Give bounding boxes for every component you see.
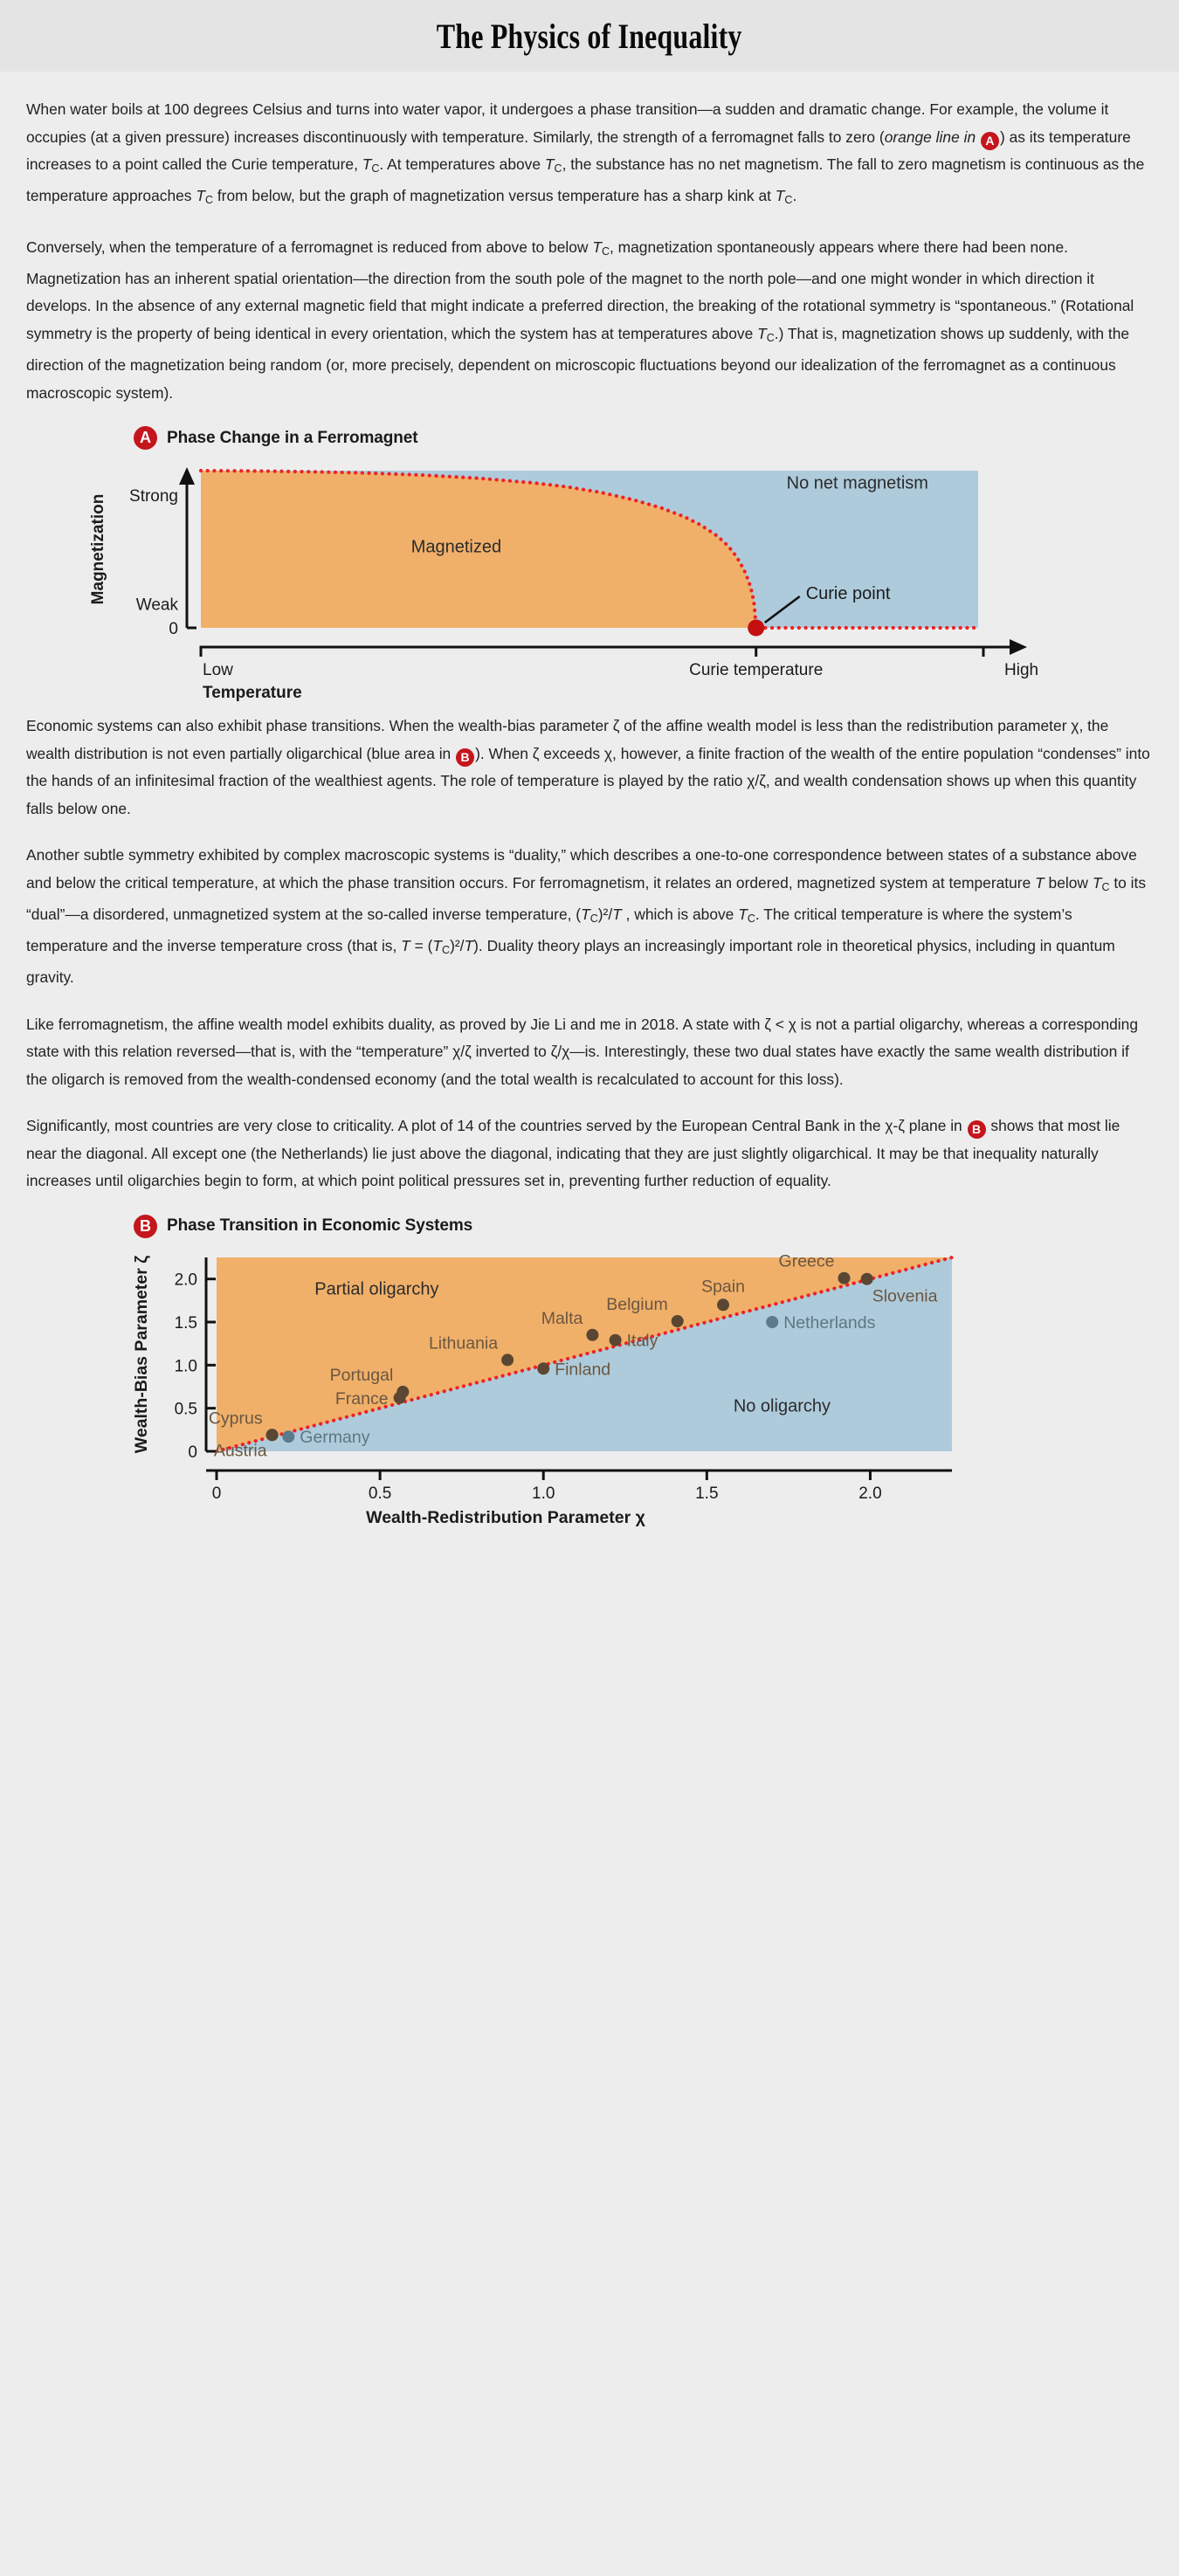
- figure-a-y-tick-weak: Weak: [135, 596, 178, 615]
- figure-b: [26, 1215, 1153, 1527]
- emphasis: T: [775, 187, 785, 205]
- figure-a-x-tick-low: Low: [203, 661, 233, 679]
- figure-b-dot-malta: [586, 1329, 598, 1341]
- figure-a-x-tick-high: High: [1004, 661, 1039, 679]
- figure-b-label-cyprus: Cyprus: [208, 1409, 263, 1429]
- figure-b-dot-finland: [537, 1362, 549, 1374]
- figure-b-dot-netherlands: [766, 1316, 778, 1328]
- figure-b-label-lithuania: Lithuania: [428, 1333, 499, 1353]
- figure-a-y-axis-arrow: [179, 467, 195, 485]
- subscript: C: [204, 194, 213, 206]
- figure-a-curie-point-dot: [748, 620, 764, 637]
- figure-a-x-tick-curie: Curie temperature: [689, 661, 824, 679]
- figure-b-dot-lithuania: [501, 1353, 514, 1366]
- figure-b-x-tick-label: 1.0: [532, 1484, 555, 1503]
- emphasis: T: [592, 238, 602, 256]
- figure-b-dot-greece: [838, 1271, 851, 1284]
- figure-b-label-no-oligarchy: No oligarchy: [733, 1396, 831, 1416]
- subscript: C: [1101, 880, 1110, 893]
- figure-b-label-greece: Greece: [778, 1251, 835, 1271]
- figure-b-x-tick-label: 0: [211, 1484, 222, 1503]
- emphasis: T: [362, 155, 372, 173]
- figure-b-x-tick-label: 2.0: [858, 1484, 882, 1503]
- figure-b-label-slovenia: Slovenia: [872, 1286, 938, 1306]
- figure-a-title: Phase Change in a Ferromagnet: [167, 428, 418, 447]
- emphasis: T: [464, 937, 474, 954]
- figure-b-svg: [26, 1249, 1155, 1527]
- figure-a-svg: [26, 460, 1155, 702]
- page-masthead: [0, 0, 1179, 72]
- figure-b-label-italy: Italy: [626, 1331, 658, 1351]
- figure-b-dot-cyprus: [266, 1429, 279, 1441]
- figure-b-dot-germany: [282, 1430, 294, 1443]
- figure-b-dot-belgium: [672, 1315, 684, 1327]
- figure-a-y-tick-zero: 0: [169, 620, 178, 638]
- figure-b-label-france: France: [334, 1388, 389, 1409]
- article-body: [0, 72, 1179, 1527]
- figure-b-canvas: [26, 1249, 1153, 1527]
- figure-b-x-tick-label: 0.5: [368, 1484, 392, 1503]
- figure-b-label-partial-oligarchy: Partial oligarchy: [314, 1279, 439, 1299]
- paragraph-1: When water boils at 100 degrees Celsius and turns into water vapor, it undergoes a phase transition—a sudden and dramatic change. For example, the volume it occupies (at a given pressure) increases discontinuously with temperature. Similarly, the strength of a ferromagnet falls to zero (orange line in A ) as its temperature increases to a point called the Curie temperature, $T_C$. At temperatures above $T_C$, the substance has no net magnetism. The fall to zero magnetism is continuous as the temperature approaches $T_C$ from below, but the graph of magnetization versus temperature has a sharp kink at $T_C$.: [26, 100, 1145, 206]
- subscript: C: [442, 943, 451, 956]
- figure-b-y-tick-label: 0: [188, 1443, 197, 1462]
- figure-b-y-axis-title: Wealth-Bias Parameter ζ: [132, 1255, 151, 1453]
- figure-a: [26, 426, 1153, 702]
- emphasis: orange line in: [884, 127, 980, 146]
- figure-b-x-axis-title: Wealth-Redistribution Parameter χ: [366, 1507, 645, 1527]
- emphasis: T: [196, 187, 205, 205]
- figure-a-canvas: [26, 460, 1153, 702]
- page-title: The Physics of Inequality: [437, 16, 742, 56]
- subscript: C: [766, 331, 775, 344]
- subscript: C: [554, 162, 562, 175]
- emphasis: T: [1092, 873, 1102, 892]
- emphasis: T: [1035, 873, 1045, 892]
- inline-badge-b: B: [968, 1120, 986, 1139]
- subscript: C: [371, 162, 380, 175]
- emphasis: T: [757, 324, 767, 342]
- paragraph-4: Another subtle symmetry exhibited by complex macroscopic systems is “duality,” which describes a one-to-one correspondence between states of a substance above and below the critical temperature, at which the phase transition occurs. For ferromagnetism, it relates an ordered, magnetized system at temperature T below $T_C$ to its “dual”—a disordered, unmagnetized system at the so-called inverse temperature, $(T_C)^2/T$ , which is above $T_C$. The critical temperature is where the system’s temperature and the inverse temperature cross (that is, $T = (T_C)^2/T$). Duality theory plays an increasingly important role in theoretical physics, including in quantum gravity.: [26, 846, 1147, 987]
- figure-a-label-no-net-magnetism: No net magnetism: [786, 473, 928, 493]
- figure-b-label-finland: Finland: [555, 1360, 611, 1380]
- emphasis: T: [581, 905, 590, 923]
- figure-a-x-axis-arrow: [1010, 639, 1027, 655]
- figure-b-label-germany: Germany: [300, 1427, 370, 1447]
- figure-b-x-tick-label: 1.5: [695, 1484, 719, 1503]
- figure-a-badge: A: [134, 426, 157, 450]
- paragraph-2: Conversely, when the temperature of a ferromagnet is reduced from above to below $T_C$, magnetization spontaneously appears where there had been none. Magnetization has an inherent spatial orientation—the direction from the south pole of the magnet to the north pole—and one might wonder in which direction it develops. In the absence of any external magnetic field that might indicate a preferred direction, the breaking of the rotational symmetry is “spontaneous.” (Rotational symmetry is the property of being identical in every orientation, which the system has at temperatures above $T_C$.) That is, magnetization shows up suddenly, with the direction of the magnetization being random (or, more precisely, dependent on microscopic fluctuations beyond our idealization of the ferromagnet as a continuous macroscopic system).: [26, 238, 1134, 402]
- figure-a-x-axis: [201, 647, 1011, 657]
- figure-b-header: [133, 1215, 1153, 1238]
- subscript: C: [747, 912, 755, 925]
- figure-b-dot-italy: [610, 1333, 622, 1346]
- figure-b-label-netherlands: Netherlands: [783, 1312, 876, 1333]
- inline-badge-a: A: [981, 132, 999, 150]
- emphasis: T: [544, 155, 555, 173]
- emphasis: T: [401, 937, 410, 954]
- figure-b-dot-spain: [717, 1298, 729, 1311]
- emphasis: T: [612, 905, 622, 923]
- figure-a-label-magnetized: Magnetized: [410, 537, 502, 557]
- figure-b-label-portugal: Portugal: [329, 1365, 394, 1385]
- figure-a-header: [133, 426, 1153, 450]
- subscript: C: [784, 194, 793, 206]
- figure-a-curie-point-label: Curie point: [805, 584, 891, 603]
- figure-b-label-belgium: Belgium: [606, 1294, 668, 1314]
- figure-b-y-tick-label: 2.0: [174, 1271, 197, 1290]
- figure-b-label-spain: Spain: [701, 1277, 745, 1297]
- figure-b-title: Phase Transition in Economic Systems: [167, 1216, 473, 1236]
- figure-a-y-axis-title: Magnetization: [89, 493, 107, 605]
- emphasis: T: [738, 905, 748, 923]
- figure-a-x-axis-title: Temperature: [203, 684, 302, 702]
- figure-b-y-tick-label: 1.0: [174, 1357, 197, 1376]
- emphasis: T: [432, 937, 443, 954]
- paragraph-5: Like ferromagnetism, the affine wealth model exhibits duality, as proved by Jie Li and me in 2018. A state with ζ < χ is not a partial oligarchy, whereas a corresponding state with this relation reversed—that is, with the “temperature” χ/ζ inverted to ζ/χ—is. Interestingly, these two dual states have exactly the same wealth distribution if the oligarch is removed from the wealth-condensed economy (and the total wealth is recalculated to account for this loss).: [26, 1015, 1138, 1088]
- figure-b-y-tick-label: 0.5: [174, 1400, 197, 1419]
- paragraph-3: Economic systems can also exhibit phase transitions. When the wealth-bias parameter ζ of the affine wealth model is less than the redistribution parameter χ, the wealth distribution is not even partially oligarchical (blue area in B ). When ζ exceeds χ, however, a finite fraction of the wealth of the entire population “condenses” into the hands of an infinitesimal fraction of the wealthiest agents. The role of temperature is played by the ratio χ/ζ, and wealth condensation shows up when this quantity falls below one.: [26, 717, 1150, 817]
- figure-b-dot-slovenia: [861, 1272, 873, 1285]
- figure-b-y-tick-label: 1.5: [174, 1313, 197, 1333]
- figure-b-dot-portugal: [396, 1386, 409, 1398]
- paragraph-6: Significantly, most countries are very close to criticality. A plot of 14 of the countries served by the European Central Bank in the χ-ζ plane in B shows that most lie near the diagonal. All except one (the Netherlands) lie just above the diagonal, indicating that they are just slightly oligarchical. It may be that inequality naturally increases until oligarchies begin to form, at which point political pressures set in, preventing further reduction of equality.: [26, 1117, 1120, 1190]
- figure-a-y-tick-strong: Strong: [129, 487, 178, 506]
- subscript: C: [601, 245, 610, 258]
- inline-badge-b: B: [456, 748, 474, 767]
- figure-b-badge: B: [134, 1215, 157, 1238]
- subscript: C: [590, 912, 598, 925]
- figure-b-label-malta: Malta: [541, 1308, 583, 1328]
- figure-b-label-austria: Austria: [213, 1441, 267, 1461]
